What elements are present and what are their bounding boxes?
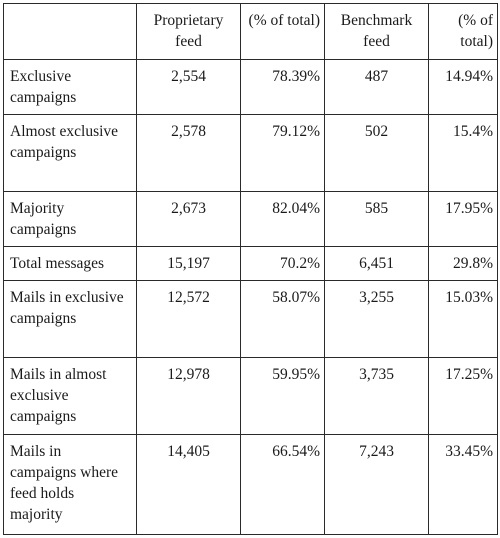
benchmark-percent: 14.94% — [429, 60, 498, 115]
benchmark-count: 502 — [325, 115, 429, 192]
proprietary-percent: 78.39% — [241, 60, 325, 115]
proprietary-percent: 58.07% — [241, 280, 325, 357]
proprietary-count: 2,578 — [137, 115, 241, 192]
proprietary-percent: 82.04% — [241, 192, 325, 247]
proprietary-percent: 79.12% — [241, 115, 325, 192]
proprietary-count: 2,554 — [137, 60, 241, 115]
row-label: Exclusive campaigns — [4, 60, 137, 115]
proprietary-count: 14,405 — [137, 434, 241, 534]
benchmark-count: 585 — [325, 192, 429, 247]
table-row — [4, 280, 498, 357]
benchmark-percent: 33.45% — [429, 434, 498, 534]
row-label: Mails in campaigns where feed holds majority — [4, 434, 137, 534]
benchmark-percent: 17.25% — [429, 357, 498, 434]
header-benchmark-pct: (% of total) — [429, 4, 498, 60]
table-row — [4, 115, 498, 192]
table-row — [4, 192, 498, 247]
data-table — [3, 3, 498, 535]
proprietary-count: 12,572 — [137, 280, 241, 357]
table-row — [4, 357, 498, 434]
header-row — [4, 4, 498, 60]
proprietary-percent: 59.95% — [241, 357, 325, 434]
benchmark-percent: 17.95% — [429, 192, 498, 247]
row-label: Almost exclusive campaigns — [4, 115, 137, 192]
row-label: Majority campaigns — [4, 192, 137, 247]
proprietary-count: 12,978 — [137, 357, 241, 434]
header-corner — [4, 4, 137, 60]
benchmark-count: 7,243 — [325, 434, 429, 534]
table-row — [4, 60, 498, 115]
benchmark-percent: 15.4% — [429, 115, 498, 192]
proprietary-percent: 70.2% — [241, 247, 325, 280]
benchmark-count: 6,451 — [325, 247, 429, 280]
benchmark-percent: 15.03% — [429, 280, 498, 357]
header-proprietary-pct: (% of total) — [241, 4, 325, 60]
header-proprietary-feed: Proprietary feed — [137, 4, 241, 60]
benchmark-count: 3,255 — [325, 280, 429, 357]
benchmark-count: 487 — [325, 60, 429, 115]
proprietary-percent: 66.54% — [241, 434, 325, 534]
table-row — [4, 247, 498, 280]
table-row — [4, 434, 498, 534]
proprietary-count: 15,197 — [137, 247, 241, 280]
row-label: Mails in exclusive campaigns — [4, 280, 137, 357]
row-label: Total messages — [4, 247, 137, 280]
benchmark-percent: 29.8% — [429, 247, 498, 280]
proprietary-count: 2,673 — [137, 192, 241, 247]
header-benchmark-feed: Benchmark feed — [325, 4, 429, 60]
benchmark-count: 3,735 — [325, 357, 429, 434]
row-label: Mails in almost exclusive campaigns — [4, 357, 137, 434]
